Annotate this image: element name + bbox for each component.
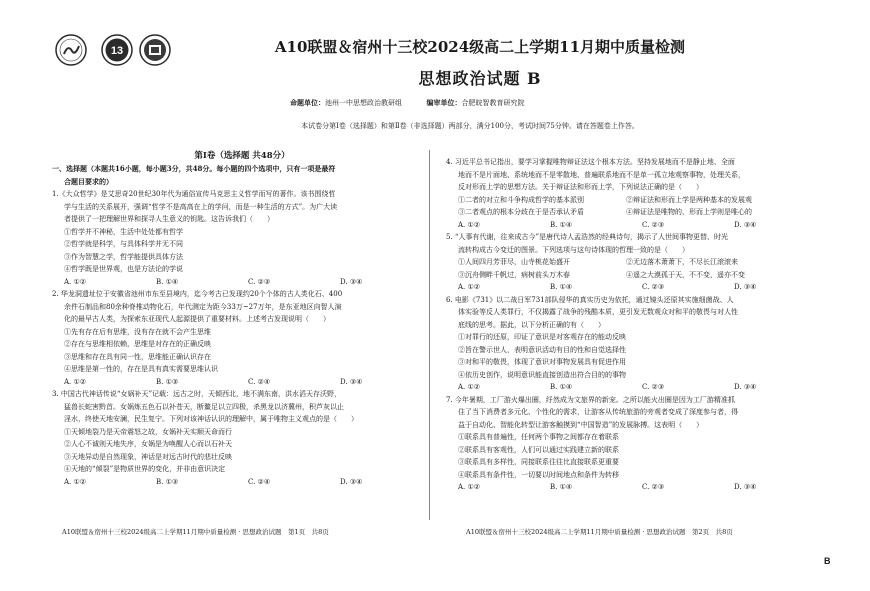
question-line: 1.《大众哲学》是艾思奇20世纪30年代为通俗宣传马克思主义哲学而写的著作。该书围绕哲 [52,190,336,198]
thirteen-schools-badge-logo [101,34,133,66]
answer-d: D. ③④ [734,283,757,291]
question-line: 7. 今年暑期，工厂游火爆出圈，纾然成为文旅界的新宠。之所以能火出圈是因为工厂游精准抓 [446,395,735,404]
option-statement: ④联系具有条件性，一切要以时间地点和条件为转移 [458,470,619,479]
option-pair [446,256,826,269]
section-intro-cont: 合题目要求的） [64,176,113,186]
section-title: 第Ⅰ卷（选择题 共48分） [194,151,290,161]
section-intro: 一、选择题（本题共16小题，每小题3分，共48分。每小题的四个选项中，只有一项是最符 [52,164,336,173]
option-statement: ③联系具有多样性，同接联系往往比直接联系更重要 [458,458,619,466]
question-line: 余件石制品和80余种脊椎动物化石，年代测定为距今33万~27万年，是东亚地区向智人演 [64,302,342,311]
question-line: 流转构成古今变迁的图景。下列选项与这句诗体现的哲理一致的是（ ） [458,245,689,254]
answer-choices [446,481,826,494]
answer-d: D. ③④ [734,383,757,391]
option-statement: ④依历史创作，说明意识能直接创造出符合目的的事物 [458,370,626,379]
answer-a: A. ①② [458,283,481,291]
option-statement: ④遥之大漠孤于天，不不变，遥亦不变 [626,270,745,279]
question-1 [52,188,432,288]
question-line: 2. 华龙洞遗址位于安徽省池州市东至县境内，迄今考古已发现约20个个体的古人类化石、400 [52,290,343,298]
answer-b: B. ①④ [550,220,573,229]
exam-title: A10联盟＆宿州十三校2024级高二上学期11月期中质量检测 [274,38,686,56]
option-statement: ①对罪行的还原，印证了意识是对客观存在的能动反映 [458,333,626,341]
option-statement: ①天倾地裂乃是天帝震怒之故，女娲补天实顺天命而行 [64,427,232,436]
answer-a: A. ①② [458,220,481,229]
question-line: 益于自动化、智能化转型让游客触摸到“中国智造”的发展脉搏。这表明（ ） [458,420,704,429]
option-statement: ③二者观点的根本分歧在于是否承认矛盾 [458,208,584,216]
option-statement: ④思维是第一性的，存在是具有真实需要思维认识 [64,365,218,373]
badge-number: 13 [110,45,124,57]
answer-b: B. ①④ [156,277,179,286]
right-column [446,156,826,494]
question-line: 者提供了一把理解世界和探寻人生意义的钥匙。这告诉我们（ ） [64,215,274,223]
answer-c: C. ②③ [642,283,665,291]
answer-d: D. ③④ [340,277,363,286]
author-info [290,98,524,108]
column-divider [429,150,430,520]
answer-a: A. ①② [64,477,87,486]
answer-b: B. ①③ [156,377,179,386]
option-pair [446,206,826,219]
question-line: 6. 电影《731》以二战日军731部队侵华的真实历史为依托，通过镜头还原其实施细菌战、人 [446,295,734,304]
question-line: 3. 中国古代神话传说“女娲补天”记载：远古之时，天倾西北，地不满东南，洪水滔天存沃野， [52,390,342,398]
answer-c: C. ②③ [642,483,665,491]
option-pair [446,269,826,282]
editor-label: 编审单位： [426,98,462,107]
answer-a: A. ①② [458,483,481,491]
answer-a: A. ①② [64,377,87,386]
school-seal-logo [55,34,87,66]
option-statement: ③对和平的敬畏，体现了意识对事物发展具有促进作用 [458,358,626,366]
option-statement: ①哲学并不神秘，生活中处处都有哲学 [64,227,183,236]
answer-d: D. ③④ [734,483,757,491]
answer-a: A. ①② [64,277,87,286]
answer-d: D. ③④ [340,477,363,486]
option-statement: ②哲学就是科学，与具体科学并无不同 [64,240,183,248]
answer-c: C. ②③ [642,383,665,391]
option-statement: ④天地的“倾裂”是物质世界的变化，并非由意识决定 [64,465,226,473]
option-statement: ③沉舟侧畔千帆过，病树前头万木春 [458,270,570,279]
option-statement: ②存在与思维相依赖，思维是对存在的正确反映 [64,340,211,348]
answer-b: B. ①④ [550,383,573,391]
answer-c: C. ②③ [642,220,665,229]
author-value: 池州一中思想政治教研组 [325,99,402,107]
option-statement: ①二者的对立和斗争构成哲学的基本派别 [458,195,584,204]
page-footer-right: A10联盟＆宿州十三校2024级高二上学期11月期中质量检测 · 思想政治试题 第2页 共8页 [466,528,733,536]
question-line: 猛兽长蛇害黔首。女娲炼五色石以补苍天，断鳌足以立四极，杀黑龙以济冀州，积芦灰以止 [64,402,344,411]
answer-choices [52,276,432,289]
exam-subtitle: 思想政治试题 B [418,69,542,88]
option-statement: ①联系具有普遍性，任何两个事物之间都存在着联系 [458,433,619,441]
option-statement: ④辩证法是唯物的，形而上学则是唯心的 [626,208,752,216]
answer-choices [446,219,826,232]
answer-choices [52,376,432,389]
question-line: 5. “人事有代谢，往来成古今”是唐代诗人孟浩然的经典诗句，揭示了人世间事物更替、时光 [446,233,729,241]
question-line: 学与生活的关系展开，强调“哲学不是高高在上的学问，而是一种生活的方式”。为广大读 [64,202,338,211]
option-statement: ③天地异动是自然现象，神话是对远古时代的悲壮反映 [64,452,232,461]
option-statement: ②联系具有客观性，人们可以通过实践建立新的联系 [458,445,619,454]
answer-d: D. ③④ [734,220,757,229]
question-line: 地而不是片面地、系统地而不是零散地、普遍联系地而不是单一孤立地观察事物，处理关系， [458,170,745,179]
option-statement: ④哲学既是世界观，也是方法论的学说 [64,265,183,273]
question-line: 反对形而上学的思想方法。关于辩证法和形而上学，下列说法正确的是（ ） [458,183,703,191]
option-statement: ②旨在警示世人，表明意识活动有目的性和自觉选择性 [458,345,626,354]
option-statement: ②辩证法和形而上学是两种基本的发展观 [626,195,752,204]
question-line: 4. 习近平总书记指出，要学习掌握唯物辩证法这个根本方法。坚持发展地而不是静止地、全面 [446,158,735,166]
author-label: 命题单位： [290,98,325,107]
version-mark: B [824,556,831,566]
option-statement: ②人心不诚则天地失序，女娲是为唤醒人心而以石补天 [64,440,232,448]
page-footer-left: A10联盟＆宿州十三校2024级高二上学期11月期中质量检测 · 思想政治试题 第1页 共8页 [62,528,329,536]
answer-d: D. ③④ [340,377,363,386]
option-statement: ③思维和存在具有同一性，思维能正确认识存在 [64,352,211,361]
question-line: 体实验等反人类罪行，不仅揭露了战争的残酷本质，更引发无数观众对和平的敬畏与对人性 [458,308,738,316]
answer-c: C. ②③ [248,277,271,286]
question-6 [446,294,826,394]
question-5 [446,231,826,294]
answer-b: B. ①④ [550,483,573,491]
answer-c: C. ②④ [248,477,271,486]
answer-choices [446,381,826,394]
answer-a: A. ①② [458,383,481,391]
option-statement: ③作为智慧之学，哲学能提供具体方法 [64,252,183,261]
question-line: 底线的思考。据此，以下分析正确的有（ ） [458,320,605,329]
question-line: 住了当下消费者多元化、个性化的需求，让游客从传统旅游的旁观者变成了深度参与者，得 [458,408,738,416]
left-column [52,150,432,488]
option-pair [446,194,826,207]
answer-choices [52,476,432,489]
question-line: 化的最早古人类，为探索东亚现代人起源提供了重要材料。上述考古发现说明（ ） [64,315,330,323]
answer-c: C. ②④ [248,377,271,386]
question-3 [52,388,432,488]
question-line: 淫水，终使天地安澜，民生复宁。下列对该神话认识的理解中，属于唯物主义观点的是（ ） [64,415,358,423]
exam-notice: 本试卷分第Ⅰ卷（选择题）和第Ⅱ卷（非选择题）两部分，满分100分，考试时间75分钟。请在答题卷上作答。 [301,122,639,130]
answer-choices [446,281,826,294]
option-statement: ①人间四月芳菲尽，山寺桃花始盛开 [458,258,570,266]
editor-value: 合肥皖智教育研究院 [461,99,525,107]
question-4 [446,156,826,231]
option-statement: ①先有存在后有思维，没有存在就不会产生思维 [64,327,211,336]
answer-b: B. ①④ [550,283,573,291]
option-statement: ②无边落木萧萧下，不尽长江滚滚来 [626,258,738,266]
question-7 [446,394,826,494]
answer-b: B. ①③ [156,477,179,486]
institute-seal-logo [139,34,171,66]
question-2 [52,288,432,388]
